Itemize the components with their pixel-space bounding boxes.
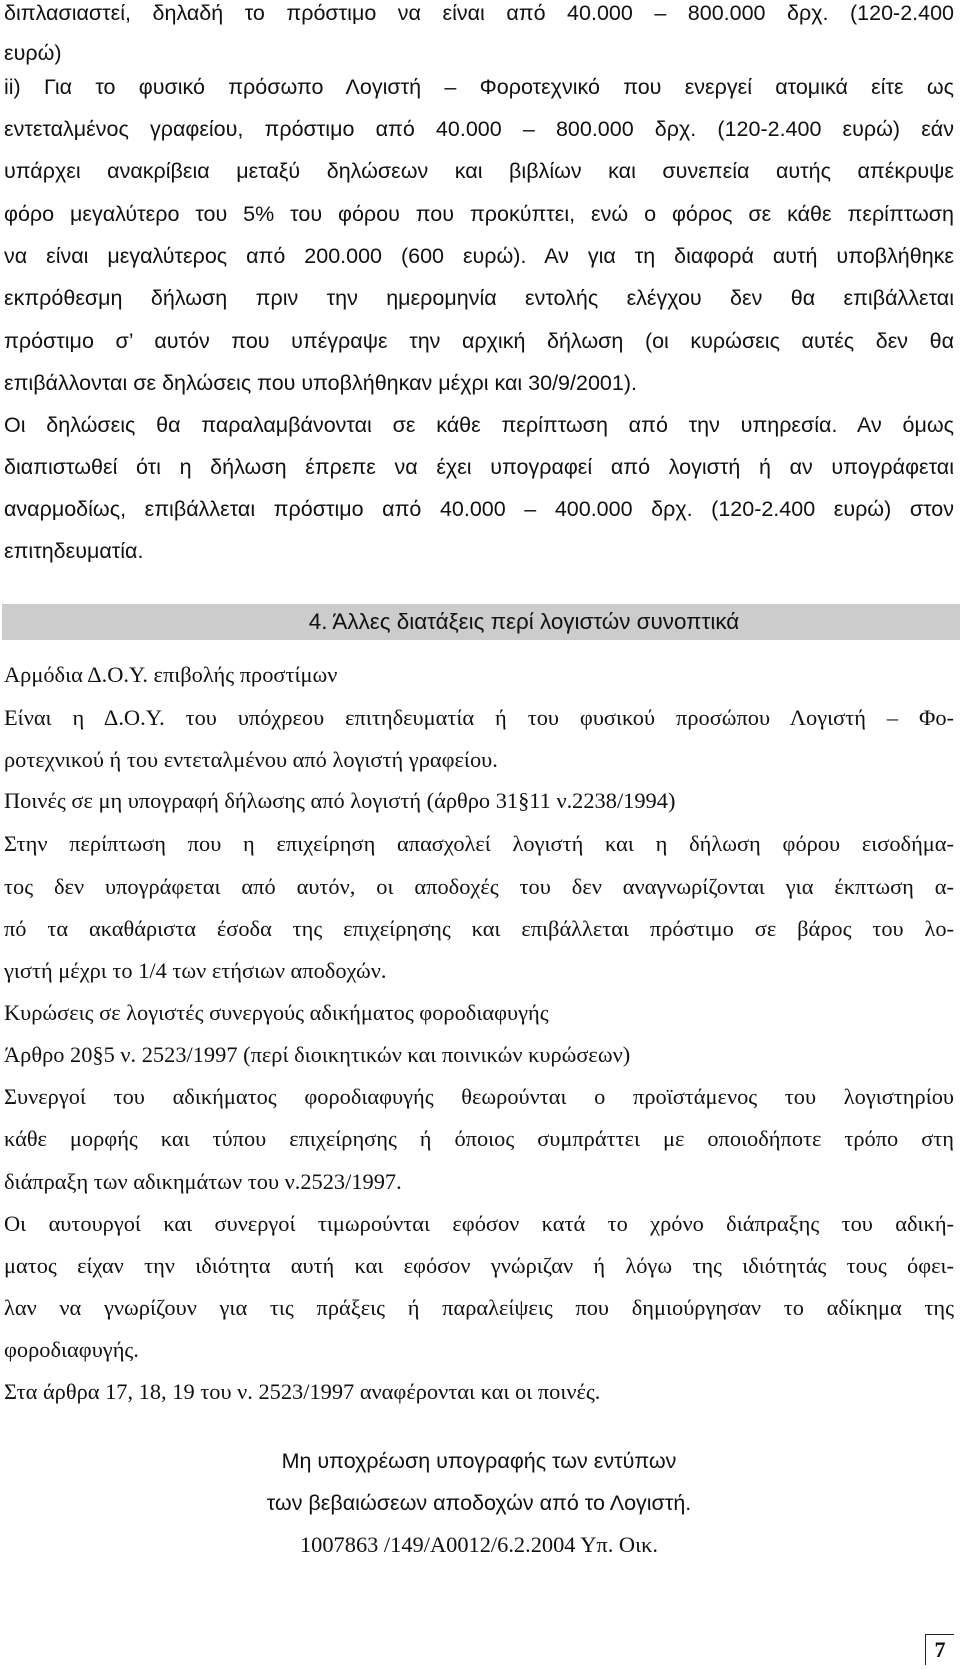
section-heading: 4. Άλλες διατάξεις περί λογιστών συνοπτικά bbox=[308, 609, 740, 634]
subheading: Άρθρο 20§5 ν. 2523/1997 (περί διοικητικών και ποινικών κυρώσεων) bbox=[4, 1042, 631, 1067]
text-line: διάπραξη των αδικημάτων του ν.2523/1997. bbox=[4, 1169, 402, 1194]
text-line: επιβάλλονται σε δηλώσεις που υποβλήθηκαν μέχρι και 30/9/2001). bbox=[4, 371, 637, 395]
text-line: πό τα ακαθάριστα έσοδα της επιχείρησης και επιβάλλεται πρόστιμο σε βάρος του λο- bbox=[4, 916, 954, 941]
text-line: φόρο μεγαλύτερο του 5% του φόρου που προκύπτει, ενώ ο φόρος σε κάθε περίπτωση bbox=[4, 202, 954, 226]
text-line: ευρώ) bbox=[4, 41, 62, 65]
text-line: Στα άρθρα 17, 18, 19 του ν. 2523/1997 αναφέρονται και οι ποινές. bbox=[4, 1379, 601, 1404]
closing-line: των βεβαιώσεων αποδοχών από το Λογιστή. bbox=[266, 1491, 692, 1515]
text-line: να είναι μεγαλύτερος από 200.000 (600 ευρώ). Αν για τη διαφορά αυτή υποβλήθηκε bbox=[4, 244, 954, 268]
text-line: ματος είχαν την ιδιότητα αυτή και εφόσον γνώριζαν ή λόγω της ιδιότητάς τους όφει- bbox=[4, 1253, 954, 1278]
text-line: ροτεχνικού ή του εντεταλμένου από λογιστή γραφείου. bbox=[4, 747, 498, 772]
text-line: Οι δηλώσεις θα παραλαμβάνονται σε κάθε περίπτωση από την υπηρεσία. Αν όμως bbox=[4, 413, 954, 437]
text-line: πρόστιμο σ’ αυτόν που υπέγραψε την αρχική δήλωση (οι κυρώσεις αυτές δεν θα bbox=[4, 329, 954, 353]
text-line: αναρμοδίως, επιβάλλεται πρόστιμο από 40.000 – 400.000 δρχ. (120-2.400 ευρώ) στον bbox=[4, 497, 954, 521]
text-line: κάθε μορφής και τύπου επιχείρησης ή όποιος συμπράττει με οποιοδήποτε τρόπο στη bbox=[4, 1126, 954, 1151]
closing-line: Μη υποχρέωση υπογραφής των εντύπων bbox=[281, 1449, 677, 1473]
text-line: Οι αυτουργοί και συνεργοί τιμωρούνται εφόσον κατά το χρόνο διάπραξης του αδική- bbox=[4, 1211, 954, 1236]
text-line: Στην περίπτωση που η επιχείρηση απασχολεί λογιστή και η δήλωση φόρου εισοδήμα- bbox=[4, 831, 954, 856]
text-line: Συνεργοί του αδικήματος φοροδιαφυγής θεωρούνται ο προϊστάμενος του λογιστηρίου bbox=[4, 1084, 954, 1109]
closing-reference: 1007863 /149/Α0012/6.2.2004 Υπ. Οικ. bbox=[299, 1532, 659, 1557]
text-line: τος δεν υπογράφεται από αυτόν, οι αποδοχές του δεν αναγνωρίζονται για έκπτωση α- bbox=[4, 874, 954, 899]
text-line: ii) Για το φυσικό πρόσωπο Λογιστή – Φοροτεχνικό που ενεργεί ατομικά είτε ως bbox=[4, 75, 954, 99]
text-line: γιστή μέχρι το 1/4 των ετήσιων αποδοχών. bbox=[4, 958, 387, 983]
text-line: Είναι η Δ.Ο.Υ. του υπόχρεου επιτηδευματία ή του φυσικού προσώπου Λογιστή – Φο- bbox=[4, 705, 954, 730]
page-number: 7 bbox=[925, 1634, 954, 1665]
text-line: λαν να γνωρίζουν για τις πράξεις ή παραλείψεις που δημιούργησαν το αδίκημα της bbox=[4, 1295, 954, 1320]
text-line: εκπρόθεσμη δήλωση πριν την ημερομηνία εντολής ελέγχου δεν θα επιβάλλεται bbox=[4, 286, 954, 310]
text-line: φοροδιαφυγής. bbox=[4, 1337, 139, 1362]
text-line: διπλασιαστεί, δηλαδή το πρόστιμο να είναι από 40.000 – 800.000 δρχ. (120-2.400 bbox=[4, 1, 954, 25]
subheading: Κυρώσεις σε λογιστές συνεργούς αδικήματος φοροδιαφυγής bbox=[4, 1000, 549, 1025]
text-line: υπάρχει ανακρίβεια μεταξύ δηλώσεων και βιβλίων και συνεπεία αυτής απέκρυψε bbox=[4, 159, 954, 183]
text-line: διαπιστωθεί ότι η δήλωση έπρεπε να έχει υπογραφεί από λογιστή ή αν υπογράφεται bbox=[4, 455, 954, 479]
subheading: Ποινές σε μη υπογραφή δήλωσης από λογιστή (άρθρο 31§11 ν.2238/1994) bbox=[4, 788, 676, 813]
subheading: Αρμόδια Δ.Ο.Υ. επιβολής προστίμων bbox=[4, 662, 338, 687]
text-line: εντεταλμένος γραφείου, πρόστιμο από 40.000 – 800.000 δρχ. (120-2.400 ευρώ) εάν bbox=[4, 117, 954, 141]
text-line: επιτηδευματία. bbox=[4, 539, 144, 563]
